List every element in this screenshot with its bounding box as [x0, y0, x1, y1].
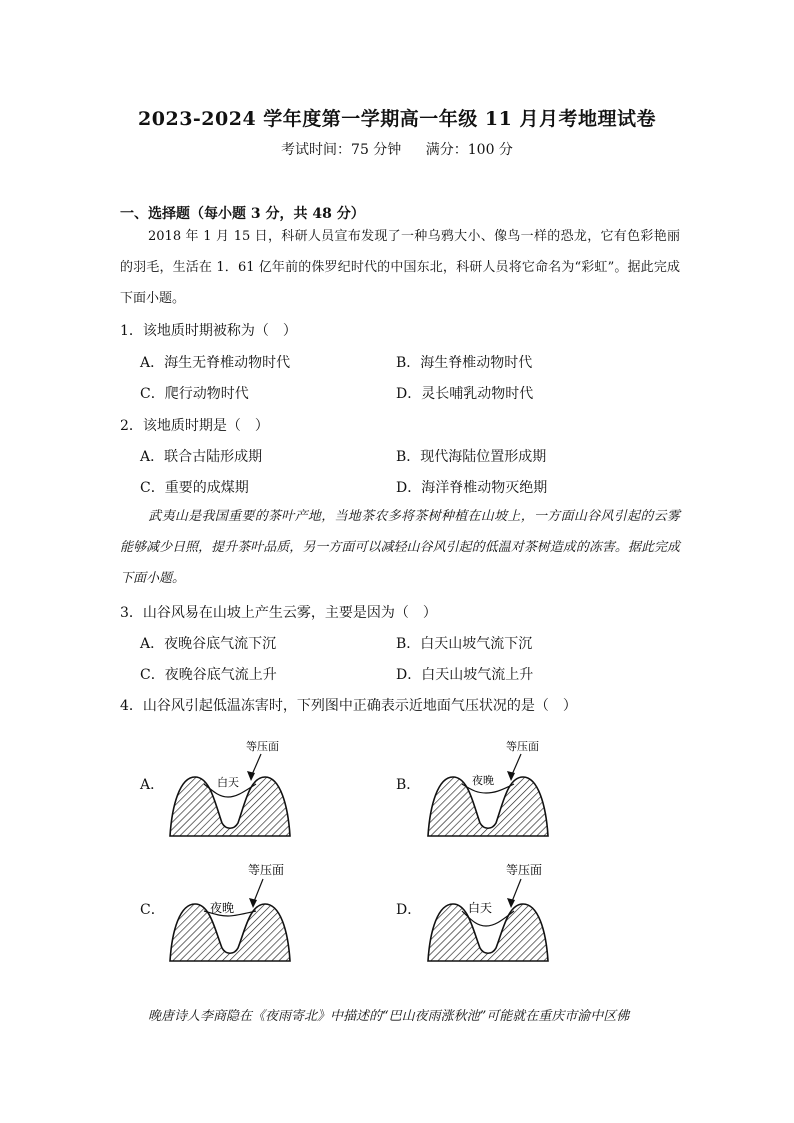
passage-2-text: 武夷山是我国重要的茶叶产地，当地茶农多将茶树种植在山坡上，一方面山谷风引起的云雾能够减少日照，提升茶叶品质，另一方面可以减轻山谷风引起的低温对茶树造成的冻害。据此完成下面小题。	[120, 509, 680, 586]
time-label: 夜晚	[472, 774, 494, 787]
isobar-label: 等压面	[248, 863, 285, 877]
q1-option-d: D．灵长哺乳动物时代	[396, 386, 534, 402]
diagram-c-letter: C．	[140, 902, 165, 918]
q2-option-d: D．海洋脊椎动物灭绝期	[396, 480, 548, 496]
passage-1-text: 2018 年 1 月 15 日，科研人员宣布发现了一种乌鸦大小、像鸟一样的恐龙，它有色彩艳丽的羽毛，生活在 1．61 亿年前的侏罗纪时代的中国东北，科研人员将它命名为“彩虹”。据此完成下面小题。	[120, 229, 680, 306]
diagram-c	[160, 860, 300, 965]
arrow-head-icon	[507, 898, 515, 908]
passage-1	[120, 221, 680, 314]
q2-option-a: A．联合古陆形成期	[140, 449, 263, 465]
q3-option-d: D．白天山坡气流上升	[396, 667, 534, 683]
diagram-a	[160, 735, 300, 840]
time-label: 白天	[468, 901, 493, 915]
isobar-label: 等压面	[506, 863, 543, 877]
diagram-b	[418, 735, 558, 840]
passage-3-text: 晚唐诗人李商隐在《夜雨寄北》中描述的“巴山夜雨涨秋池”可能就在重庆市渝中区佛	[148, 1009, 630, 1024]
exam-score: 满分：100 分	[425, 142, 513, 158]
isobar-label: 等压面	[246, 740, 279, 753]
arrow-head-icon	[249, 898, 257, 908]
time-label: 白天	[217, 776, 239, 789]
question-1-stem: 1．该地质时期被称为（ ）	[120, 323, 297, 339]
q2-option-c: C．重要的成煤期	[140, 480, 249, 496]
exam-subtitle	[0, 139, 794, 159]
q1-option-b: B．海生脊椎动物时代	[396, 355, 533, 371]
diagram-b-letter: B．	[396, 777, 421, 793]
passage-3	[120, 1001, 680, 1032]
exam-title: 2023-2024 学年度第一学期高一年级 11 月月考地理试卷	[138, 108, 656, 130]
question-2-stem: 2．该地质时期是（ ）	[120, 418, 269, 434]
q1-option-c: C．爬行动物时代	[140, 386, 249, 402]
q2-option-b: B．现代海陆位置形成期	[396, 449, 547, 465]
diagram-d	[418, 860, 558, 965]
arrow-head-icon	[507, 771, 515, 781]
q1-option-a: A．海生无脊椎动物时代	[140, 355, 291, 371]
diagram-d-letter: D．	[396, 902, 422, 918]
diagram-a-letter: A．	[140, 777, 165, 793]
arrow-head-icon	[247, 771, 255, 781]
q3-option-b: B．白天山坡气流下沉	[396, 636, 533, 652]
question-3-stem: 3．山谷风易在山坡上产生云雾，主要是因为（ ）	[120, 605, 437, 621]
isobar-label: 等压面	[506, 740, 539, 753]
q3-option-c: C．夜晚谷底气流上升	[140, 667, 277, 683]
passage-2	[120, 501, 680, 594]
question-4-stem: 4．山谷风引起低温冻害时，下列图中正确表示近地面气压状况的是（ ）	[120, 698, 577, 714]
time-label: 夜晚	[210, 901, 235, 915]
q3-option-a: A．夜晚谷底气流下沉	[140, 636, 277, 652]
exam-time: 考试时间：75 分钟	[281, 142, 402, 158]
section-heading: 一、选择题（每小题 3 分，共 48 分）	[120, 206, 365, 222]
